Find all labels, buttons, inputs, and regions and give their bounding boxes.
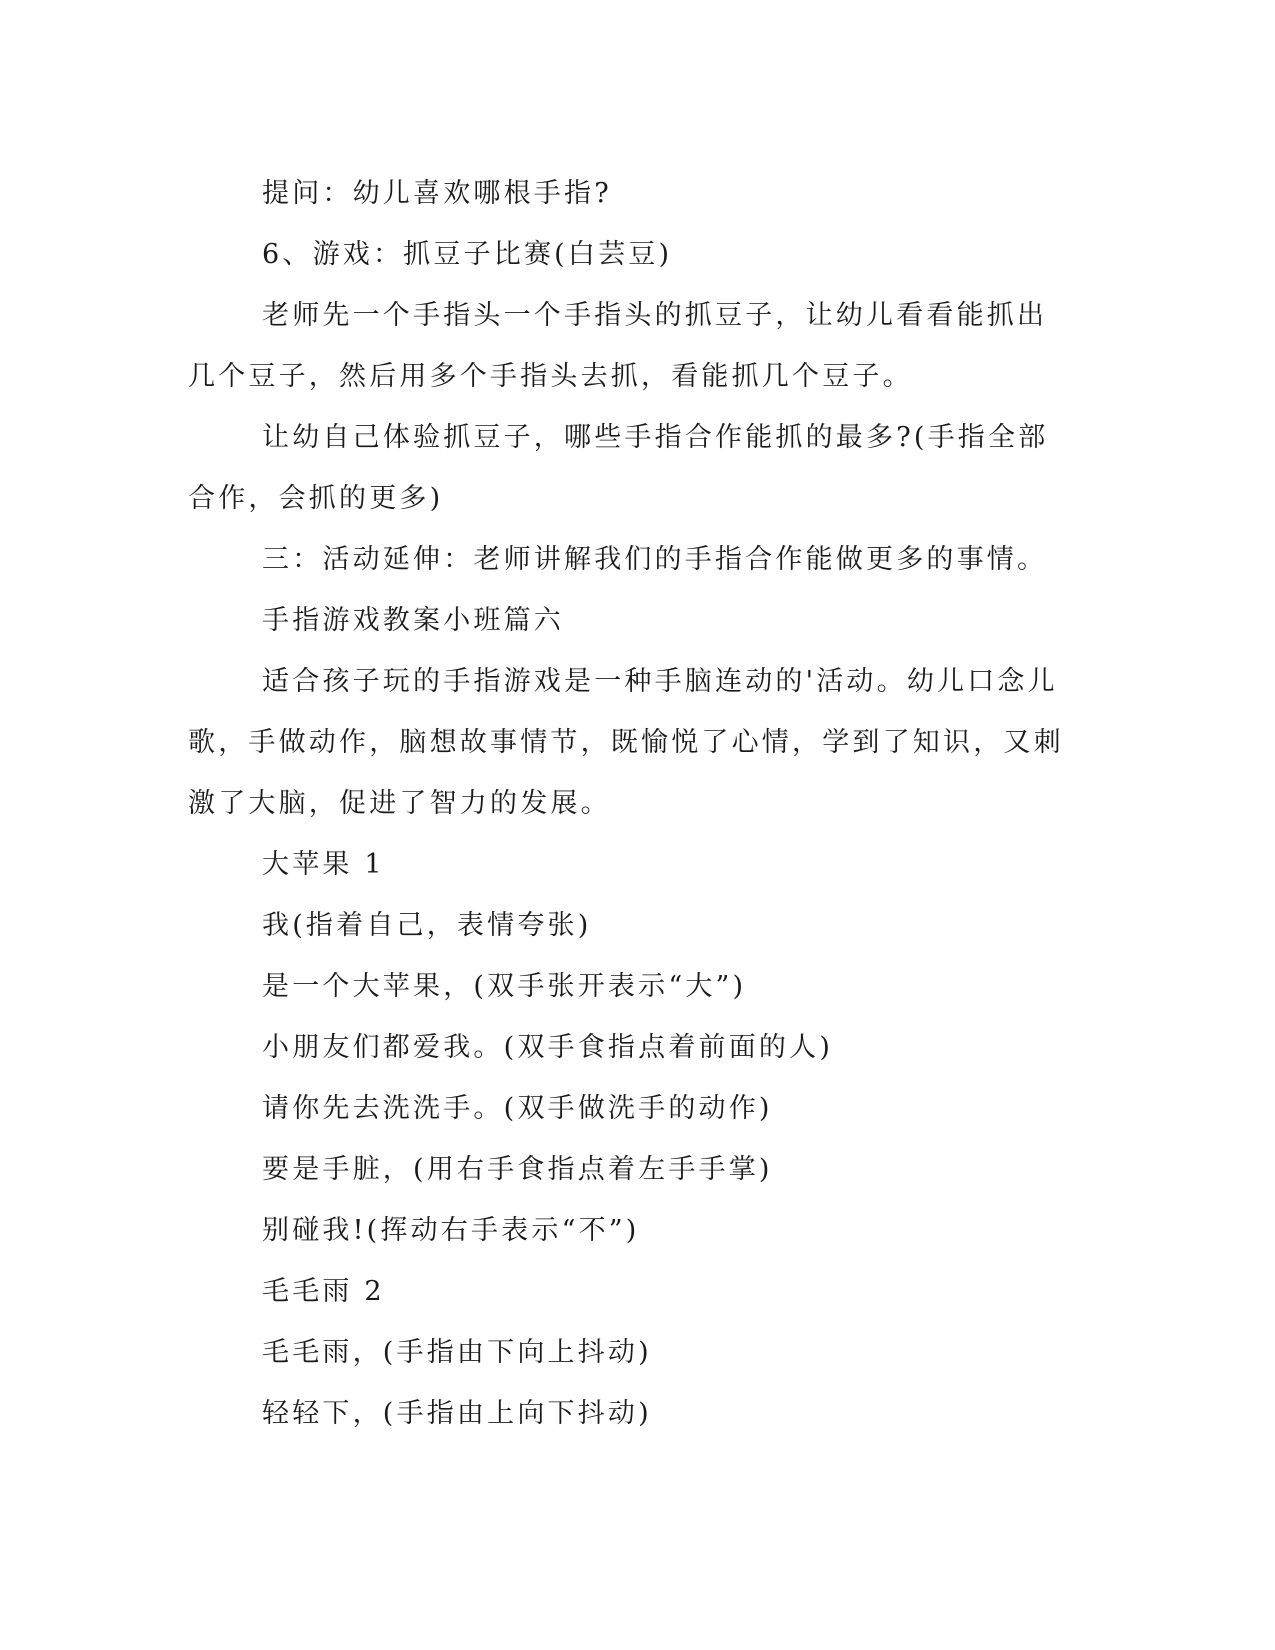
rhyme-title-drizzle: 毛毛雨 2 (262, 1276, 385, 1307)
rhyme-line: 请你先去洗洗手。(双手做洗手的动作) (262, 1093, 773, 1124)
paragraph-extension: 三：活动延伸：老师讲解我们的手指合作能做更多的事情。 (262, 544, 1048, 575)
rhyme-line: 我(指着自己，表情夸张) (262, 910, 592, 941)
rhyme-line: 要是手脏，(用右手食指点着左手手掌) (262, 1154, 773, 1185)
paragraph-teacher-grab: 老师先一个手指头一个手指头的抓豆子，让幼儿看看能抓出几个豆子，然后用多个手指头去抓，看能抓几个豆子。 (188, 300, 1048, 392)
rhyme-line: 毛毛雨，(手指由下向上抖动) (262, 1337, 652, 1368)
paragraph-intro: 适合孩子玩的手指游戏是一种手脑连动的'活动。幼儿口念儿歌，手做动作，脑想故事情节，既愉悦了心情，学到了知识，又刺激了大脑，促进了智力的发展。 (188, 666, 1064, 819)
section-heading: 手指游戏教案小班篇六 (262, 605, 564, 636)
document-body (188, 163, 1068, 1444)
rhyme-line: 是一个大苹果，(双手张开表示“大”) (262, 971, 747, 1002)
rhyme-title-big-apple: 大苹果 1 (262, 849, 385, 880)
rhyme-line: 轻轻下，(手指由上向下抖动) (262, 1398, 652, 1429)
paragraph-question: 提问：幼儿喜欢哪根手指? (262, 178, 612, 209)
paragraph-game-6: 6、游戏：抓豆子比赛(白芸豆) (262, 239, 673, 270)
rhyme-line: 别碰我!(挥动右手表示“不”) (262, 1215, 640, 1246)
rhyme-line: 小朋友们都爱我。(双手食指点着前面的人) (262, 1032, 834, 1063)
paragraph-child-experience: 让幼自己体验抓豆子，哪些手指合作能抓的最多?(手指全部合作，会抓的更多) (188, 422, 1049, 514)
